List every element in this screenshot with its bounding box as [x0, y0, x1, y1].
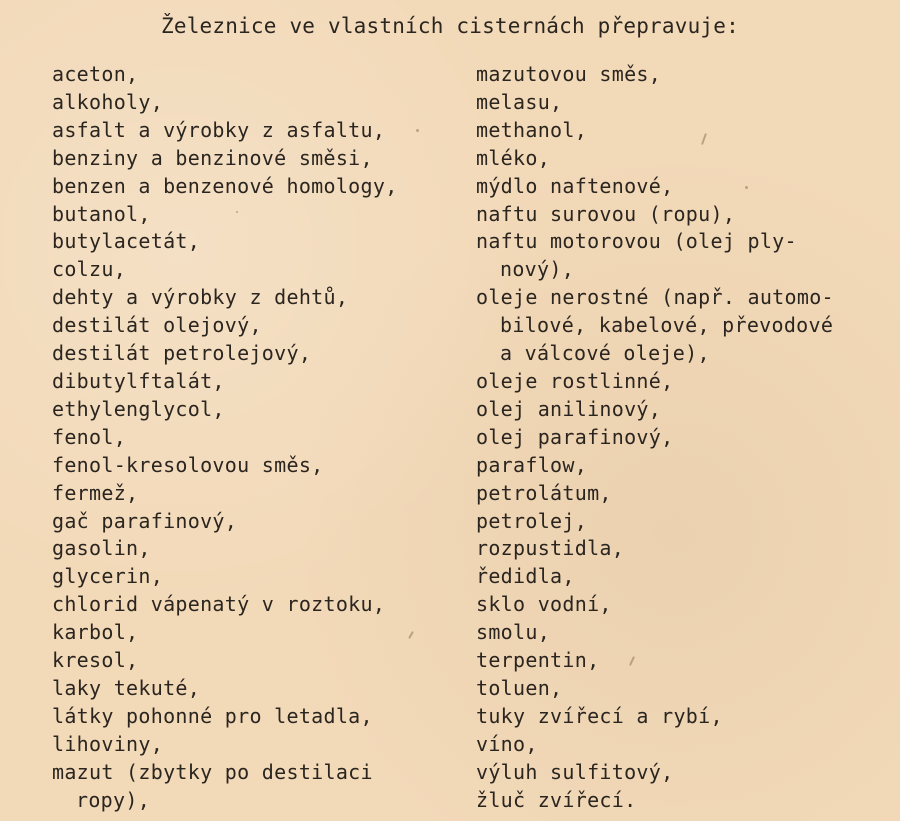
list-item	[52, 228, 452, 256]
list-item	[52, 201, 452, 229]
list-item-text: olej anilinový,	[476, 396, 662, 421]
list-item-text: naftu motorovou (olej ply-	[476, 229, 797, 254]
list-item-text: mýdlo naftenové,	[476, 173, 674, 198]
list-item	[52, 61, 452, 89]
list-item	[52, 312, 452, 340]
list-item-text: fenol,	[52, 424, 127, 449]
list-item	[52, 452, 452, 480]
list-item-text: asfalt a výrobky z asfaltu,	[52, 117, 386, 142]
list-item	[476, 201, 896, 229]
list-item	[476, 368, 896, 396]
list-item	[52, 396, 452, 424]
list-item	[52, 647, 452, 675]
list-item-text: aceton,	[52, 62, 139, 86]
list-item	[476, 117, 896, 145]
list-item-text: dehty a výrobky z dehtů,	[52, 285, 349, 310]
list-item-text: látky pohonné pro letadla,	[52, 703, 373, 728]
list-item	[52, 508, 452, 536]
list-item-text: víno,	[476, 731, 538, 756]
list-item-text: smolu,	[476, 620, 551, 645]
list-item	[52, 89, 452, 117]
list-item-text: sklo vodní,	[476, 592, 612, 617]
list-item	[52, 591, 452, 619]
list-item-text: karbol,	[52, 620, 139, 645]
list-item	[52, 703, 452, 731]
list-item	[52, 117, 452, 145]
list-item-text: olej parafinový,	[476, 424, 674, 449]
list-item-text: terpentin,	[476, 648, 600, 673]
list-item-continuation: ropy),	[76, 787, 151, 812]
list-item-continuation: a válcové oleje),	[500, 341, 710, 366]
list-item-text: chlorid vápenatý v roztoku,	[52, 592, 386, 617]
list-item	[476, 228, 896, 284]
list-item	[476, 647, 896, 675]
list-item-text: mléko,	[476, 145, 551, 170]
list-item	[52, 619, 452, 647]
list-item	[476, 396, 896, 424]
list-item-text: kresol,	[52, 648, 139, 673]
list-item	[52, 145, 452, 173]
list-item	[52, 480, 452, 508]
list-item-text: glycerin,	[52, 564, 164, 589]
list-item	[52, 535, 452, 563]
list-item	[476, 731, 896, 759]
list-item-text: petrolej,	[476, 508, 588, 533]
list-item	[476, 619, 896, 647]
list-item	[52, 759, 452, 815]
list-item	[52, 340, 452, 368]
list-item	[476, 703, 896, 731]
list-item-text: lihoviny,	[52, 731, 164, 756]
list-item	[52, 675, 452, 703]
list-item	[52, 284, 452, 312]
list-item-text: naftu surovou (ropu),	[476, 201, 736, 226]
list-item-text: dibutylftalát,	[52, 368, 225, 393]
list-item-text: colzu,	[52, 257, 127, 282]
list-item-text: laky tekuté,	[52, 675, 201, 700]
list-item	[476, 89, 896, 117]
list-item-text: destilát olejový,	[52, 313, 262, 338]
list-item-text: ředidla,	[476, 564, 575, 589]
list-item-text: petrolátum,	[476, 480, 612, 505]
list-item	[476, 480, 896, 508]
page-heading: Železnice ve vlastních cisternách přepravuje:	[161, 14, 739, 38]
list-item	[476, 452, 896, 480]
list-item-text: rozpustidla,	[476, 536, 625, 561]
right-column-list	[476, 61, 896, 814]
list-item	[476, 535, 896, 563]
list-item-text: fenol-kresolovou směs,	[52, 452, 324, 477]
list-item	[476, 145, 896, 173]
list-item	[52, 256, 452, 284]
list-item-text: oleje rostlinné,	[476, 368, 674, 393]
list-item-text: paraflow,	[476, 452, 588, 477]
list-item	[476, 508, 896, 536]
list-item-text: butylacetát,	[52, 229, 201, 254]
list-item-text: výluh sulfitový,	[476, 759, 674, 784]
paper-speck	[416, 129, 419, 132]
list-item-text: melasu,	[476, 89, 563, 114]
list-item	[52, 563, 452, 591]
list-item	[52, 731, 452, 759]
list-item-text: butanol,	[52, 201, 151, 226]
list-item	[476, 787, 896, 815]
list-item-text: gač parafinový,	[52, 508, 238, 533]
list-item	[476, 61, 896, 89]
list-item	[476, 759, 896, 787]
list-item	[52, 424, 452, 452]
list-item-text: mazut (zbytky po destilaci	[52, 759, 373, 784]
list-item-text: oleje nerostné (např. automo-	[476, 285, 834, 310]
list-item-text: toluen,	[476, 675, 563, 700]
list-item-text: benziny a benzinové směsi,	[52, 145, 373, 170]
list-item-text: gasolin,	[52, 536, 151, 561]
list-item-continuation: bilové, kabelové, převodové	[500, 313, 834, 338]
list-item-text: fermež,	[52, 480, 139, 505]
list-item-text: ethylenglycol,	[52, 396, 225, 421]
list-item	[52, 368, 452, 396]
paper-speck	[236, 211, 238, 213]
list-item-text: tuky zvířecí a rybí,	[476, 703, 723, 728]
list-item-text: destilát petrolejový,	[52, 341, 312, 366]
list-item-text: žluč zvířecí.	[476, 787, 637, 812]
list-item	[476, 173, 896, 201]
list-item	[476, 424, 896, 452]
list-item-text: alkoholy,	[52, 89, 164, 114]
list-item	[476, 563, 896, 591]
list-item-text: methanol,	[476, 117, 588, 142]
list-item	[476, 675, 896, 703]
list-item	[476, 284, 896, 368]
list-item-text: benzen a benzenové homology,	[52, 173, 398, 198]
list-item	[476, 591, 896, 619]
paper-speck	[745, 186, 748, 189]
list-item-continuation: nový),	[500, 257, 575, 282]
list-item-text: mazutovou směs,	[476, 62, 662, 86]
left-column-list	[52, 61, 452, 814]
list-item	[52, 173, 452, 201]
